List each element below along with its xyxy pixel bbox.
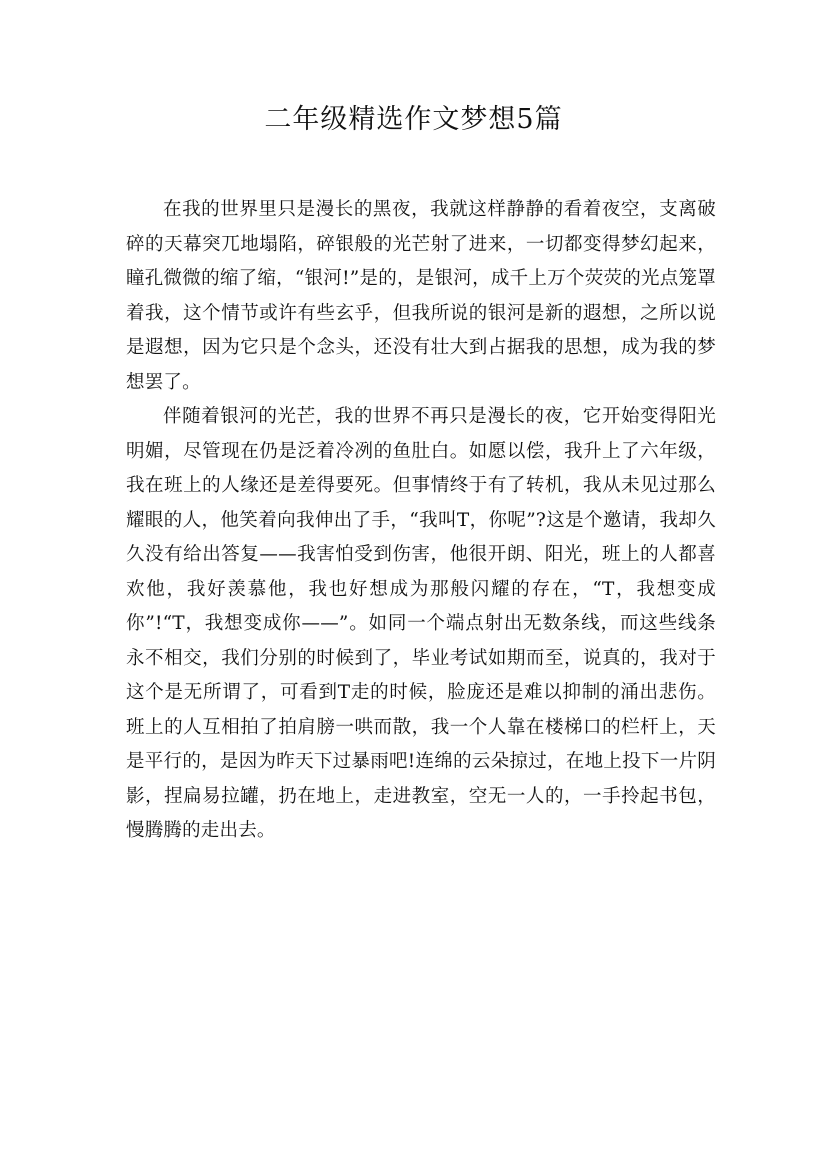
paragraph: 伴随着银河的光芒，我的世界不再只是漫长的夜，它开始变得阳光明媚，尽管现在仍是泛着冷冽的鱼肚白。如愿以偿，我升上了六年级，我在班上的人缘还是差得要死。但事情终于有了转机，我从未见过那么耀眼的人，他笑着向我伸出了手，“我叫T，你呢”?这是个邀请，我却久久没有给出答复——我害怕受到伤害，他很开朗、阳光，班上的人都喜欢他，我好羡慕他，我也好想成为那般闪耀的存在，“T，我想变成你”!“T，我想变成你——”。如同一个端点射出无数条线，而这些线条永不相交，我们分别的时候到了，毕业考试如期而至，说真的，我对于这个是无所谓了，可看到T走的时候，脸庞还是难以抑制的涌出悲伤。班上的人互相拍了拍肩膀一哄而散，我一个人靠在楼梯口的栏杆上，天是平行的，是因为昨天下过暴雨吧!连绵的云朵掠过，在地上投下一片阴影，捏扁易拉罐，扔在地上，走进教室，空无一人的，一手拎起书包，慢腾腾的走出去。 <box>126 406 716 841</box>
paragraph: 在我的世界里只是漫长的黑夜，我就这样静静的看着夜空，支离破碎的天幕突兀地塌陷，碎银般的光芒射了进来，一切都变得梦幻起来，瞳孔微微的缩了缩，“银河!”是的，是银河，成千上万个荧荧的光点笼罩着我，这个情节或许有些玄乎，但我所说的银河是新的遐想，之所以说是遐想，因为它只是个念头，还没有壮大到占据我的思想，成为我的梦想罢了。 <box>126 199 716 393</box>
essay-body <box>126 193 716 849</box>
page-title: 二年级精选作文梦想5篇 <box>264 104 563 135</box>
